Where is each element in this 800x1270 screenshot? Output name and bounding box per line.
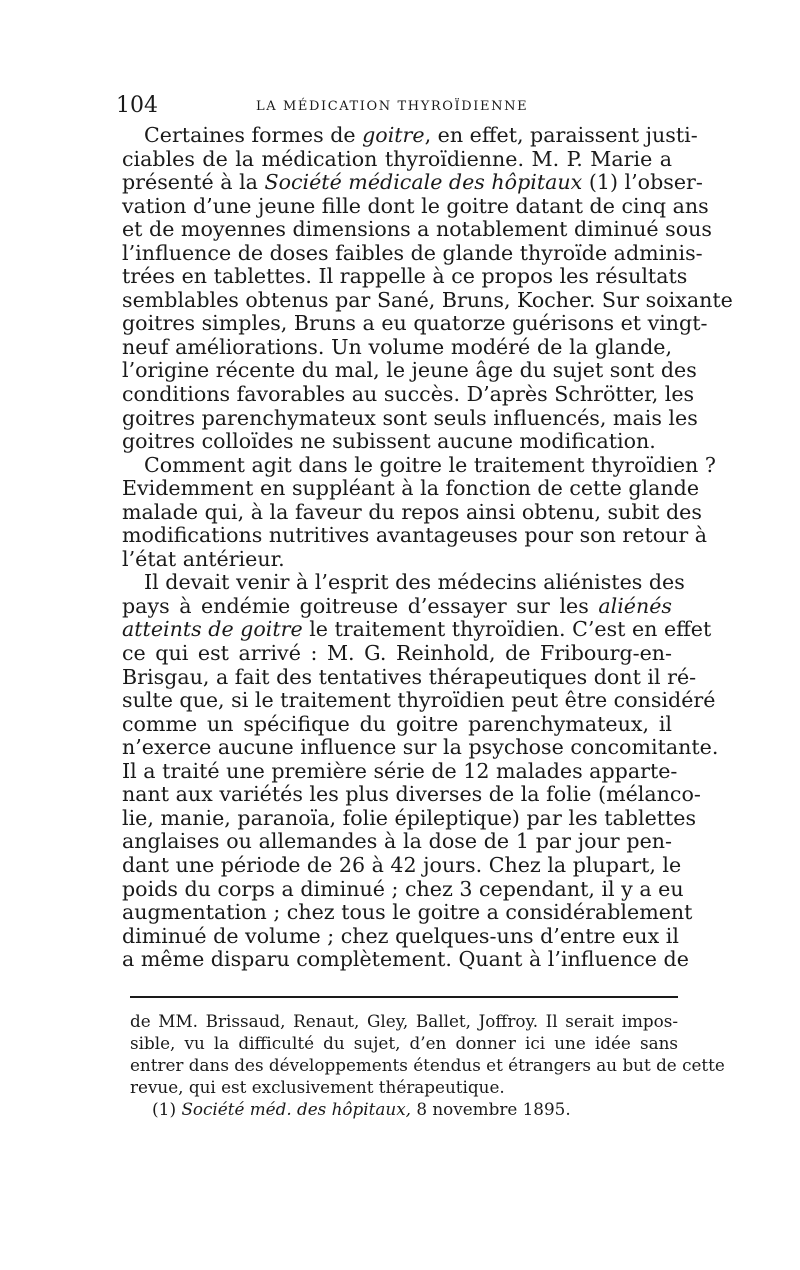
text-line: conditions favorables au succès. D’après Schrötter, les xyxy=(122,382,695,407)
main-text xyxy=(122,123,733,972)
text-line: dant une période de 26 à 42 jours. Chez la plupart, le xyxy=(122,852,682,877)
footnote-line: sible, vu la difficulté du sujet, d’en donner ici une idée sans xyxy=(130,1033,678,1053)
text-line: Brisgau, a fait des tentatives thérapeutiques dont il ré- xyxy=(122,664,697,689)
text-line: pays à endémie goitreuse d’essayer sur les aliénés xyxy=(122,593,672,618)
page-header xyxy=(116,92,671,120)
text-line: l’état antérieur. xyxy=(122,546,285,571)
footnote-separator xyxy=(130,996,678,998)
text-line: présenté à la Société médicale des hôpitaux (1) l’obser- xyxy=(122,170,703,195)
text-line: lie, manie, paranoïa, folie épileptique) par les tablettes xyxy=(122,805,697,830)
text-line: et de moyennes dimensions a notablement diminué sous xyxy=(122,217,712,242)
text-line: poids du corps a diminué ; chez 3 cependant, il y a eu xyxy=(122,876,684,901)
running-title: LA MÉDICATION THYROÏDIENNE xyxy=(256,99,529,114)
page-number: 104 xyxy=(116,93,158,118)
footnote-line: entrer dans des développements étendus et étrangers au but de cette xyxy=(130,1055,725,1075)
text-line: comme un spécifique du goitre parenchymateux, il xyxy=(122,711,672,736)
footnote-1 xyxy=(130,1098,678,1120)
text-line: goitres simples, Bruns a eu quatorze guérisons et vingt- xyxy=(122,311,708,336)
text-line: atteints de goitre le traitement thyroïdien. C’est en effet xyxy=(122,617,712,642)
text-line: diminué de volume ; chez quelques-uns d’entre eux il xyxy=(122,923,679,948)
text-line: neuf améliorations. Un volume modéré de la glande, xyxy=(122,334,672,359)
text-line: semblables obtenus par Sané, Bruns, Kocher. Sur soixante xyxy=(122,287,733,312)
text-line: goitres colloïdes ne subissent aucune modification. xyxy=(122,429,656,454)
text-line: malade qui, à la faveur du repos ainsi obtenu, subit des xyxy=(122,499,702,524)
footnote-line: de MM. Brissaud, Renaut, Gley, Ballet, Joffroy. Il serait impos- xyxy=(130,1011,678,1031)
text-line: ciables de la médication thyroïdienne. M. P. Marie a xyxy=(122,146,672,171)
text-line: anglaises ou allemandes à la dose de 1 par jour pen- xyxy=(122,829,672,854)
text-line: l’influence de doses faibles de glande thyroïde adminis- xyxy=(122,240,703,265)
text-line: l’origine récente du mal, le jeune âge du sujet sont des xyxy=(122,358,697,383)
text-line: vation d’une jeune fille dont le goitre datant de cinq ans xyxy=(122,193,709,218)
footnote-marker: (1) xyxy=(152,1100,177,1120)
footnote-1-text: Société méd. des hôpitaux, 8 novembre 1895. xyxy=(181,1099,571,1119)
text-line: nant aux variétés les plus diverses de la folie (mélanco- xyxy=(122,782,701,807)
footnotes xyxy=(130,1010,725,1120)
footnote-line: revue, qui est exclusivement thérapeutique. xyxy=(130,1077,505,1097)
text-line: Certaines formes de goitre, en effet, paraissent justi- xyxy=(144,123,698,147)
text-line: Il devait venir à l’esprit des médecins aliénistes des xyxy=(144,570,685,595)
footnote-continuation xyxy=(130,1010,725,1098)
text-line: trées en tablettes. Il rappelle à ce propos les résultats xyxy=(122,264,688,289)
text-line: Comment agit dans le goitre le traitement thyroïdien ? xyxy=(144,452,716,477)
text-line: Il a traité une première série de 12 malades apparte- xyxy=(122,758,678,783)
text-line: modifications nutritives avantageuses pour son retour à xyxy=(122,523,708,548)
text-line: a même disparu complètement. Quant à l’influence de xyxy=(122,947,689,972)
text-line: sulte que, si le traitement thyroïdien peut être considéré xyxy=(122,688,716,713)
text-line: n’exerce aucune influence sur la psychose concomitante. xyxy=(122,735,719,760)
text-line: Evidemment en suppléant à la fonction de cette glande xyxy=(122,476,700,501)
text-line: augmentation ; chez tous le goitre a considérablement xyxy=(122,900,693,925)
text-line: goitres parenchymateux sont seuls influencés, mais les xyxy=(122,405,698,430)
text-line: ce qui est arrivé : M. G. Reinhold, de Fribourg-en- xyxy=(122,641,672,666)
